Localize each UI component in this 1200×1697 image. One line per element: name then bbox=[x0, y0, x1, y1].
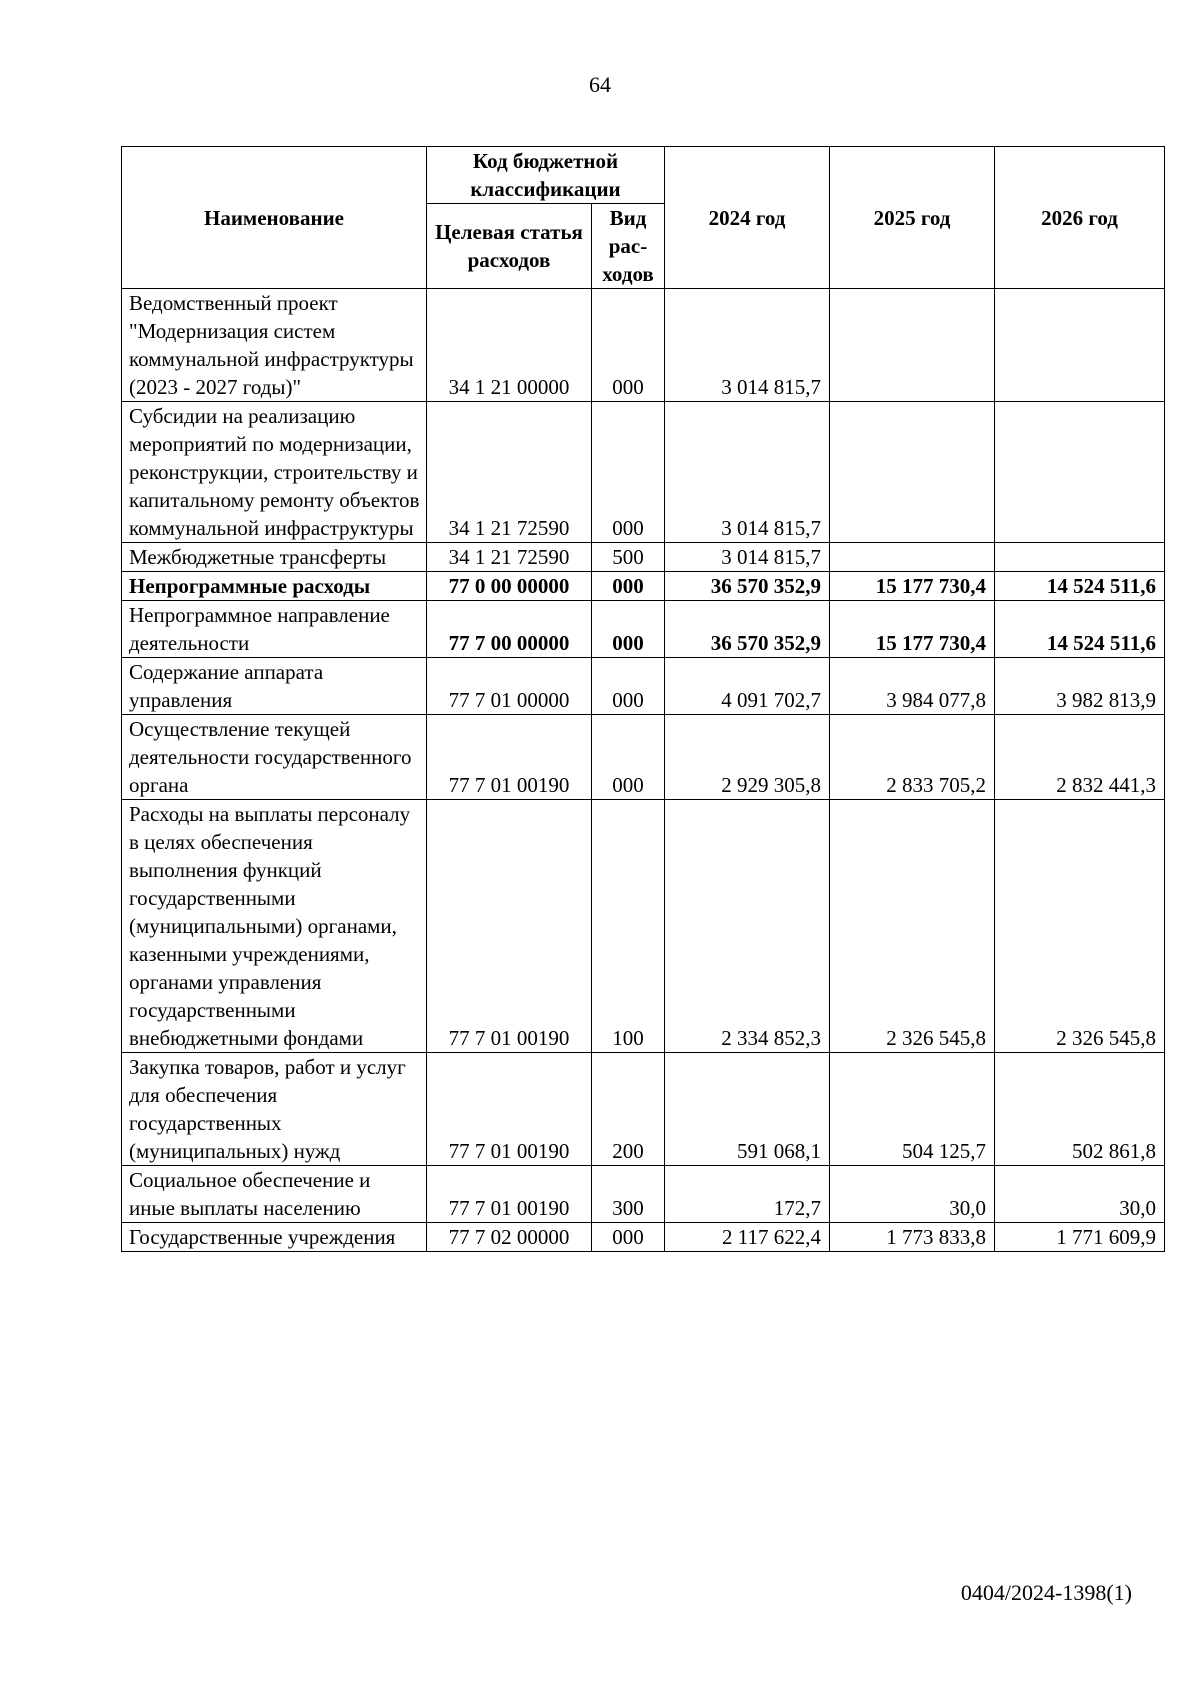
row-value-2025 bbox=[830, 289, 995, 402]
row-name: Непрограммные расходы bbox=[122, 572, 427, 601]
row-value-2026: 2 832 441,3 bbox=[995, 715, 1165, 800]
row-target-code: 34 1 21 00000 bbox=[427, 289, 592, 402]
row-expense-kind: 000 bbox=[592, 601, 665, 658]
row-value-2025: 15 177 730,4 bbox=[830, 601, 995, 658]
row-value-2025: 2 326 545,8 bbox=[830, 800, 995, 1053]
row-value-2026: 2 326 545,8 bbox=[995, 800, 1165, 1053]
header-classification: Код бюджетной классификации bbox=[427, 147, 665, 204]
row-target-code: 34 1 21 72590 bbox=[427, 543, 592, 572]
row-name: Осуществление текущей деятельности государственного органа bbox=[122, 715, 427, 800]
table-row bbox=[122, 289, 1165, 402]
table-body bbox=[122, 289, 1165, 1252]
row-value-2026: 502 861,8 bbox=[995, 1053, 1165, 1166]
table-header bbox=[122, 147, 1165, 289]
table-row bbox=[122, 1166, 1165, 1223]
row-value-2024: 2 334 852,3 bbox=[665, 800, 830, 1053]
row-name: Социальное обеспечение и иные выплаты населению bbox=[122, 1166, 427, 1223]
row-value-2026 bbox=[995, 402, 1165, 543]
row-value-2024: 3 014 815,7 bbox=[665, 402, 830, 543]
row-expense-kind: 000 bbox=[592, 1223, 665, 1252]
row-value-2024: 36 570 352,9 bbox=[665, 601, 830, 658]
row-name: Ведомственный проект "Модернизация систем коммунальной инфраструктуры (2023 - 2027 годы)" bbox=[122, 289, 427, 402]
row-value-2024: 36 570 352,9 bbox=[665, 572, 830, 601]
budget-table bbox=[121, 146, 1165, 1252]
row-expense-kind: 100 bbox=[592, 800, 665, 1053]
table-row bbox=[122, 1053, 1165, 1166]
row-value-2024: 3 014 815,7 bbox=[665, 289, 830, 402]
row-target-code: 77 7 01 00190 bbox=[427, 1053, 592, 1166]
document-code: 0404/2024-1398(1) bbox=[960, 1580, 1132, 1605]
header-2026: 2026 год bbox=[995, 147, 1165, 289]
row-value-2025: 15 177 730,4 bbox=[830, 572, 995, 601]
row-name: Субсидии на реализацию мероприятий по модернизации, реконструкции, строительству и капитальному ремонту объектов коммунальной инфраструктуры bbox=[122, 402, 427, 543]
row-name: Закупка товаров, работ и услуг для обеспечения государственных (муниципальных) нужд bbox=[122, 1053, 427, 1166]
row-value-2026: 14 524 511,6 bbox=[995, 601, 1165, 658]
table-row bbox=[122, 402, 1165, 543]
row-value-2026: 14 524 511,6 bbox=[995, 572, 1165, 601]
row-expense-kind: 300 bbox=[592, 1166, 665, 1223]
row-name: Государственные учреждения bbox=[122, 1223, 427, 1252]
row-value-2026 bbox=[995, 289, 1165, 402]
row-target-code: 77 7 01 00190 bbox=[427, 800, 592, 1053]
row-target-code: 77 7 01 00190 bbox=[427, 1166, 592, 1223]
table-row bbox=[122, 572, 1165, 601]
row-name: Непрограммное направление деятельности bbox=[122, 601, 427, 658]
row-value-2025: 504 125,7 bbox=[830, 1053, 995, 1166]
row-value-2024: 3 014 815,7 bbox=[665, 543, 830, 572]
row-expense-kind: 000 bbox=[592, 572, 665, 601]
row-value-2026: 1 771 609,9 bbox=[995, 1223, 1165, 1252]
row-value-2024: 2 117 622,4 bbox=[665, 1223, 830, 1252]
row-value-2026 bbox=[995, 543, 1165, 572]
row-expense-kind: 000 bbox=[592, 402, 665, 543]
row-expense-kind: 000 bbox=[592, 715, 665, 800]
row-target-code: 34 1 21 72590 bbox=[427, 402, 592, 543]
row-expense-kind: 000 bbox=[592, 289, 665, 402]
table-row bbox=[122, 543, 1165, 572]
header-expense-kind: Вид рас- ходов bbox=[592, 204, 665, 289]
row-value-2024: 172,7 bbox=[665, 1166, 830, 1223]
row-value-2024: 2 929 305,8 bbox=[665, 715, 830, 800]
row-target-code: 77 7 00 00000 bbox=[427, 601, 592, 658]
table-row bbox=[122, 1223, 1165, 1252]
row-value-2025: 30,0 bbox=[830, 1166, 995, 1223]
row-value-2025: 2 833 705,2 bbox=[830, 715, 995, 800]
table-row bbox=[122, 715, 1165, 800]
header-2024: 2024 год bbox=[665, 147, 830, 289]
row-target-code: 77 7 01 00190 bbox=[427, 715, 592, 800]
row-expense-kind: 200 bbox=[592, 1053, 665, 1166]
row-name: Межбюджетные трансферты bbox=[122, 543, 427, 572]
header-target-article: Целевая статья расходов bbox=[427, 204, 592, 289]
header-name: Наименование bbox=[122, 147, 427, 289]
table-row bbox=[122, 601, 1165, 658]
row-name: Расходы на выплаты персоналу в целях обеспечения выполнения функций государственными (муниципальными) органами, казенными учреждениями, органами управления государственными внебюджетными фондами bbox=[122, 800, 427, 1053]
row-value-2025: 1 773 833,8 bbox=[830, 1223, 995, 1252]
row-value-2025 bbox=[830, 543, 995, 572]
row-name: Содержание аппарата управления bbox=[122, 658, 427, 715]
row-value-2025 bbox=[830, 402, 995, 543]
row-target-code: 77 0 00 00000 bbox=[427, 572, 592, 601]
row-target-code: 77 7 01 00000 bbox=[427, 658, 592, 715]
row-value-2026: 3 982 813,9 bbox=[995, 658, 1165, 715]
row-target-code: 77 7 02 00000 bbox=[427, 1223, 592, 1252]
table-row bbox=[122, 658, 1165, 715]
row-value-2026: 30,0 bbox=[995, 1166, 1165, 1223]
row-value-2024: 591 068,1 bbox=[665, 1053, 830, 1166]
row-expense-kind: 000 bbox=[592, 658, 665, 715]
row-value-2024: 4 091 702,7 bbox=[665, 658, 830, 715]
header-2025: 2025 год bbox=[830, 147, 995, 289]
table-row bbox=[122, 800, 1165, 1053]
row-expense-kind: 500 bbox=[592, 543, 665, 572]
page-number: 64 bbox=[589, 72, 611, 97]
row-value-2025: 3 984 077,8 bbox=[830, 658, 995, 715]
